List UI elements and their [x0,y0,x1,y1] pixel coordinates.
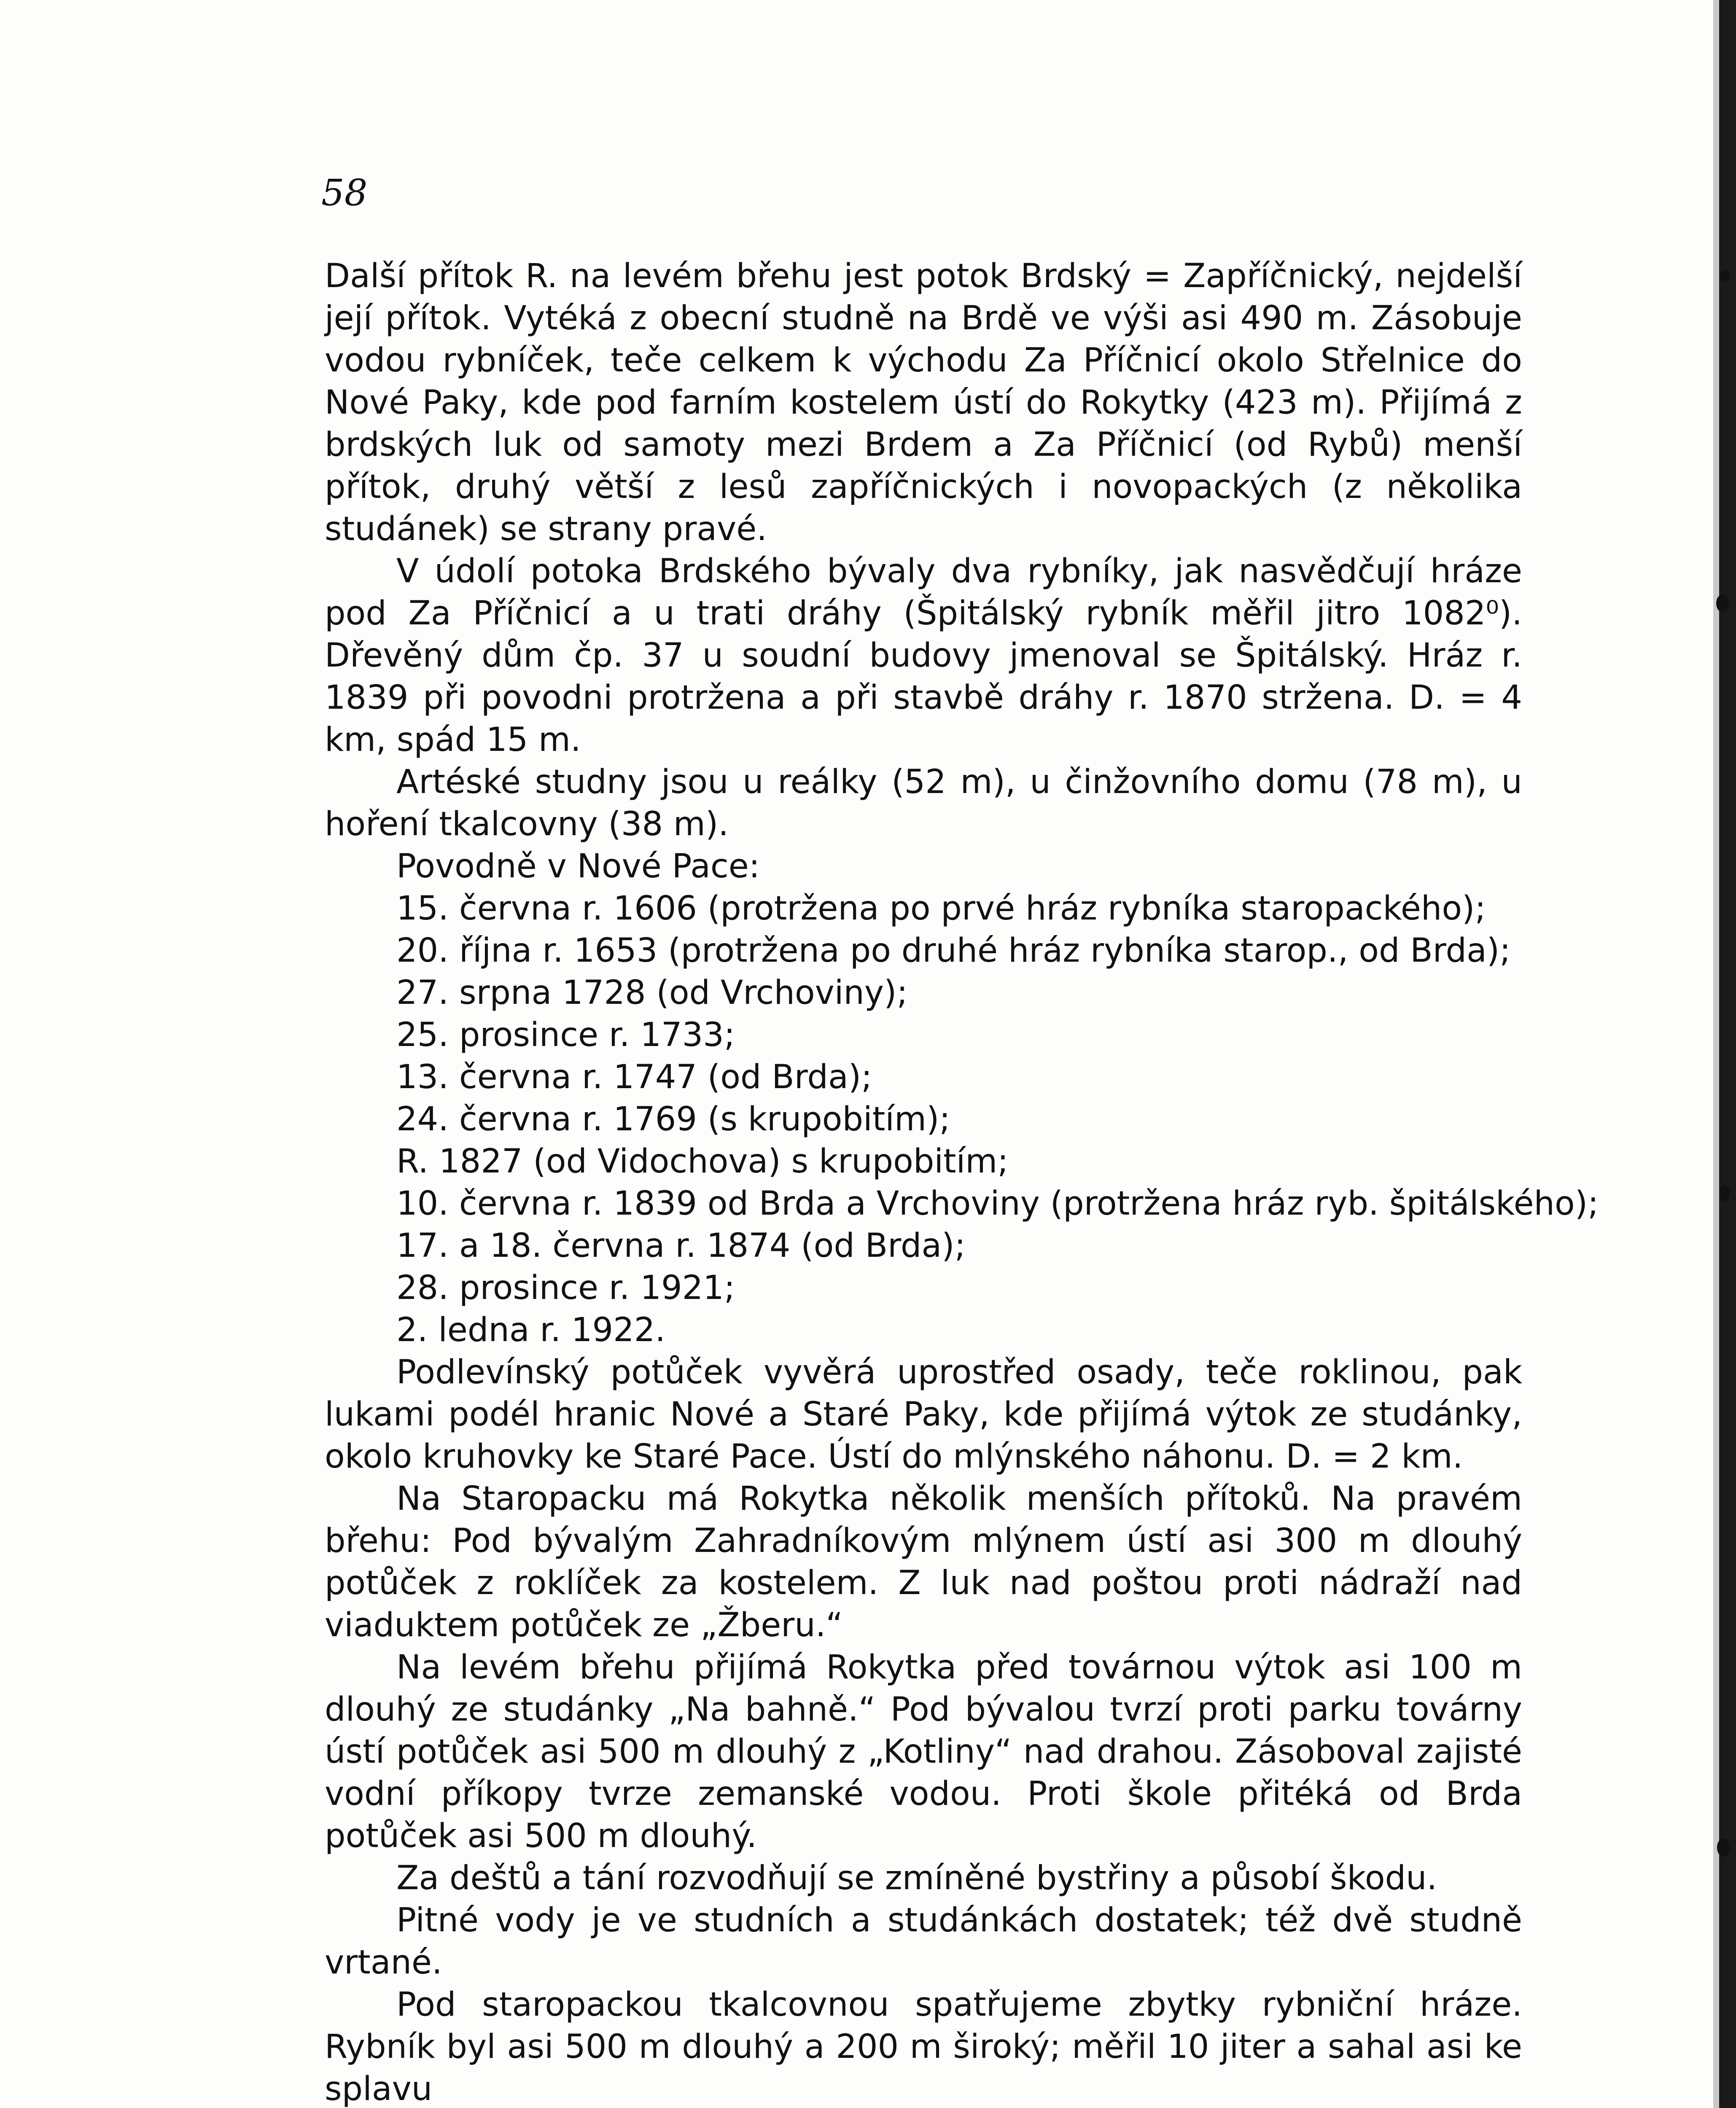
body-text [325,255,1599,2108]
flood-item: 28. prosince r. 1921; [396,1269,735,1307]
paragraph-brdsky-potok: Další přítok R. na levém břehu jest potok Brdský = Zapříčnický, nejdelší její přítok. Vytéká z obecní studně na Brdě ve výši asi 490 m. Zásobuje vodou rybníček, teče celkem k východu Za Příčnicí okolo Střelnice do Nové Paky, kde pod farním kostelem ústí do Rokytky (423 m). Přijímá z brdských luk od samoty mezi Brdem a Za Příčnicí (od Rybů) menší přítok, druhý větší z lesů zapříčnických i novopackých (z několika studánek) se strany pravé. [325,257,1522,548]
floods-heading: Povodně v Nové Pace: [396,847,760,885]
flood-item: 2. ledna r. 1922. [396,1311,666,1349]
paragraph-arteske-studny: Artéské studny jsou u reálky (52 m), u činžovního domu (78 m), u hoření tkalcovny (38 m). [325,763,1522,843]
page-edge-shadow [1713,0,1719,2108]
scan-border [1719,0,1736,2108]
flood-item: R. 1827 (od Vidochova) s krupobitím; [396,1143,1009,1180]
scan-speck [1716,594,1729,612]
paragraph-pitne-vody: Pitné vody je ve studních a studánkách dostatek; též dvě studně vrtané. [325,1901,1522,1982]
flood-item: 24. června r. 1769 (s krupobitím); [396,1100,950,1138]
paragraph-staropacko: Na Staropacku má Rokytka několik menších přítoků. Na pravém břehu: Pod bývalým Zahradníkovým mlýnem ústí asi 300 m dlouhý potůček z roklíček za kostelem. Z luk nad poštou proti nádraží nad viaduktem potůček ze „Žberu.“ [325,1480,1522,1644]
flood-item: 25. prosince r. 1733; [396,1016,735,1054]
flood-item: 13. června r. 1747 (od Brda); [396,1058,872,1096]
paragraph-destu: Za deštů a tání rozvodňují se zmíněné bystřiny a působí škodu. [396,1859,1437,1897]
flood-item: 20. října r. 1653 (protržena po druhé hráz rybníka starop., od Brda); [396,932,1511,970]
paragraph-rybniky: V údolí potoka Brdského bývaly dva rybníky, jak nasvědčují hráze pod Za Příčnicí a u trati dráhy (Špitálský rybník měřil jitro 1082⁰). Dřevěný dům čp. 37 u soudní budovy jmenoval se Špitálský. Hráz r. 1839 při povodni protržena a při stavbě dráhy r. 1870 stržena. D. = 4 km, spád 15 m. [325,552,1522,759]
flood-item: 17. a 18. června r. 1874 (od Brda); [396,1227,966,1265]
scan-speck [1720,270,1730,282]
paragraph-levy-breh: Na levém břehu přijímá Rokytka před továrnou výtok asi 100 m dlouhý ze studánky „Na bahně.“ Pod bývalou tvrzí proti parku továrny ústí potůček asi 500 m dlouhý z „Kotliny“ nad drahou. Zásoboval zajisté vodní příkopy tvrze zemanské vodou. Proti škole přitéká od Brda potůček asi 500 m dlouhý. [325,1648,1522,1855]
flood-item: 15. června r. 1606 (protržena po prvé hráz rybníka staropackého); [396,890,1486,928]
paragraph-podlevinsky-potucek: Podlevínský potůček vyvěrá uprostřed osady, teče roklinou, pak lukami podél hranic Nové a Staré Paky, kde přijímá výtok ze studánky, okolo kruhovky ke Staré Pace. Ústí do mlýnského náhonu. D. = 2 km. [325,1353,1522,1476]
page-number: 58 [321,172,368,214]
flood-item: 10. června r. 1839 od Brda a Vrchoviny (protržena hráz ryb. špitálského); [396,1185,1599,1223]
paragraph-tkalcovna: Pod staropackou tkalcovnou spatřujeme zbytky rybniční hráze. Rybník byl asi 500 m dlouhý a 200 m široký; měřil 10 jiter a sahal asi ke splavu [325,1986,1522,2108]
scan-speck [1717,1838,1730,1857]
scan-speck [1720,1185,1730,1202]
flood-item: 27. srpna 1728 (od Vrchoviny); [396,974,908,1012]
